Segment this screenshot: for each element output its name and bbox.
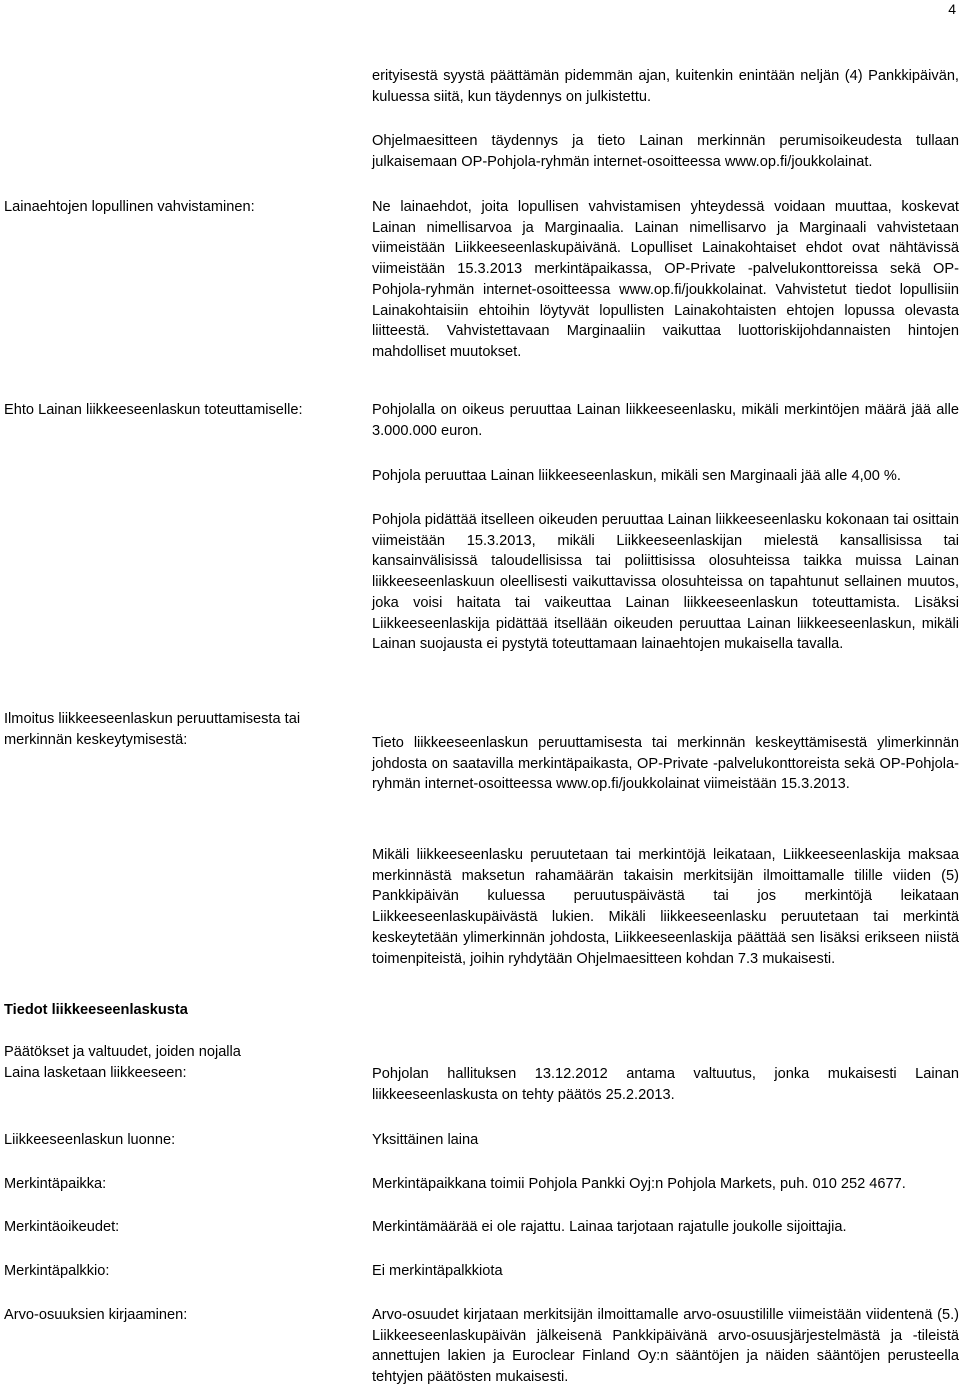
- text-issue-condition-2: Pohjola peruuttaa Lainan liikkeeseenlaskun, mikäli sen Marginaali jää alle 4,00 %.: [372, 468, 901, 484]
- label-issue-condition: Ehto Lainan liikkeeseenlaskun toteuttamiselle:: [4, 402, 303, 418]
- label-final-terms: Lainaehtojen lopullinen vahvistaminen:: [4, 199, 255, 215]
- text-final-terms: Ne lainaehdot, joita lopullisen vahvistamisen yhteydessä voidaan muuttaa, koskevat Lainan nimellisarvoa ja Marginaalia. Lainan nimellisarvo ja Marginaali vahvistetaan viimeistään Liikkeeseenlaskupäivänä. Lopulliset Lainakohtaiset ehdot ovat nähtävissä viimeistään 15.3.2013 merkintäpaikassa, OP-Private -palvelukonttoreissa sekä OP-Pohjola-ryhmän internet-osoitteessa www.op.fi/joukkolainat. Vahvistetut tiedot lopullisiin Lainakohtaisiin ehtoihin löytyvät lopullisten Lainakohtaisten ehtojen lopussa olevasta liitteestä. Vahvistettavaan Marginaaliin vaikuttaa luottoriskijohdannaisten hintojen mahdolliset muutokset.: [372, 199, 959, 360]
- text-decisions: Pohjolan hallituksen 13.12.2012 antama valtuutus, jonka mukaisesti Lainan liikkeeseenlaskusta on tehty päätös 25.2.2013.: [372, 1066, 959, 1103]
- label-book-entry: Arvo-osuuksien kirjaaminen:: [4, 1307, 188, 1323]
- text-issue-nature: Yksittäinen laina: [372, 1132, 479, 1148]
- text-book-entry: Arvo-osuudet kirjataan merkitsijän ilmoittamalle arvo-osuustilille viimeistään viidentenä (5.) Liikkeeseenlaskupäivän jälkeisenä Pankkipäivänä arvo-osuusjärjestelmästä ja -tileistä annettujen lakien ja Euroclear Finland Oy:n sääntöjen ja näiden sääntöjen perusteella tehtyjen päätösten mukaisesti.: [372, 1307, 959, 1386]
- label-subscription-place: Merkintäpaikka:: [4, 1176, 107, 1192]
- text-issue-condition: Pohjolalla on oikeus peruuttaa Lainan liikkeeseenlasku, mikäli merkintöjen määrä jää alle 3.000.000 euron.: [372, 402, 959, 439]
- text-subscription-rights: Merkintämäärää ei ole rajattu. Lainaa tarjotaan rajatulle joukolle sijoittajia.: [372, 1219, 847, 1235]
- label-decisions: Päätökset ja valtuudet, joiden nojalla Laina lasketaan liikkeeseen:: [4, 1044, 241, 1081]
- label-subscription-fee: Merkintäpalkkio:: [4, 1263, 110, 1279]
- label-subscription-rights: Merkintäoikeudet:: [4, 1219, 120, 1235]
- text-cancellation-notice: Tieto liikkeeseenlaskun peruuttamisesta tai merkinnän keskeyttämisestä ylimerkinnän johdosta on saatavilla merkintäpaikasta, OP-Private -palvelukonttoreista sekä OP-Pohjola-ryhmän internet-osoitteessa www.op.fi/joukkolainat viimeistään 15.3.2013.: [372, 735, 959, 793]
- label-cancellation-notice: Ilmoitus liikkeeseenlaskun peruuttamisesta tai merkinnän keskeytymisestä:: [4, 711, 301, 748]
- label-issue-nature: Liikkeeseenlaskun luonne:: [4, 1132, 176, 1148]
- text-cancellation-notice-2: Mikäli liikkeeseenlasku peruutetaan tai merkintöjä leikataan, Liikkeeseenlaskija maksaa merkinnästä maksetun rahamäärän takaisin merkitsijän ilmoittamalle tilille viiden (5) Pankkipäivän kuluessa peruutuspäivästä tai jos merkintöjä leikataan Liikkeeseenlaskupäivästä lukien. Mikäli liikkeeseenlasku peruutetaan tai merkintä keskeytetään ylimerkinnän johdosta, Liikkeeseenlaskija päättää sen lisäksi erikseen niistä toimenpiteistä, joihin ryhdytään Ohjelmaesitteen kohdan 7.3 mukaisesti.: [372, 847, 959, 967]
- intro-paragraph-2: Ohjelmaesitteen täydennys ja tieto Lainan merkinnän perumisoikeudesta tullaan julkaisemaan OP-Pohjola-ryhmän internet-osoitteessa www.op.fi/joukkolainat.: [372, 133, 959, 170]
- text-subscription-fee: Ei merkintäpalkkiota: [372, 1263, 503, 1279]
- text-subscription-place: Merkintäpaikkana toimii Pohjola Pankki Oyj:n Pohjola Markets, puh. 010 252 4677.: [372, 1176, 906, 1192]
- info-heading: Tiedot liikkeeseenlaskusta: [4, 1002, 188, 1018]
- text-issue-condition-3: Pohjola pidättää itselleen oikeuden peruuttaa Lainan liikkeeseenlasku kokonaan tai osittain viimeistään 15.3.2013, mikäli Liikkeeseenlaskijan mielestä kansallisissa tai kansainvälisissä taloudellisissa tai poliittisissa olosuhteissa taikka muissa Lainan liikkeeseenlaskuun oleellisesti vaikuttavissa olosuhteissa on tapahtunut sellainen muutos, joka voisi haitata tai vaikeuttaa Lainan liikkeeseenlaskun toteuttamista. Lisäksi Liikkeeseenlaskija pidättää itsellään oikeuden peruuttaa Lainan liikkeeseenlaskun, mikäli Lainan suojausta ei pystytä toteuttamaan lainaehtojen mukaisella tavalla.: [372, 512, 959, 653]
- intro-paragraph-1: erityisestä syystä päättämän pidemmän ajan, kuitenkin enintään neljän (4) Pankkipäivän, kuluessa siitä, kun täydennys on julkistettu.: [372, 68, 959, 105]
- page-number: 4: [948, 1, 956, 17]
